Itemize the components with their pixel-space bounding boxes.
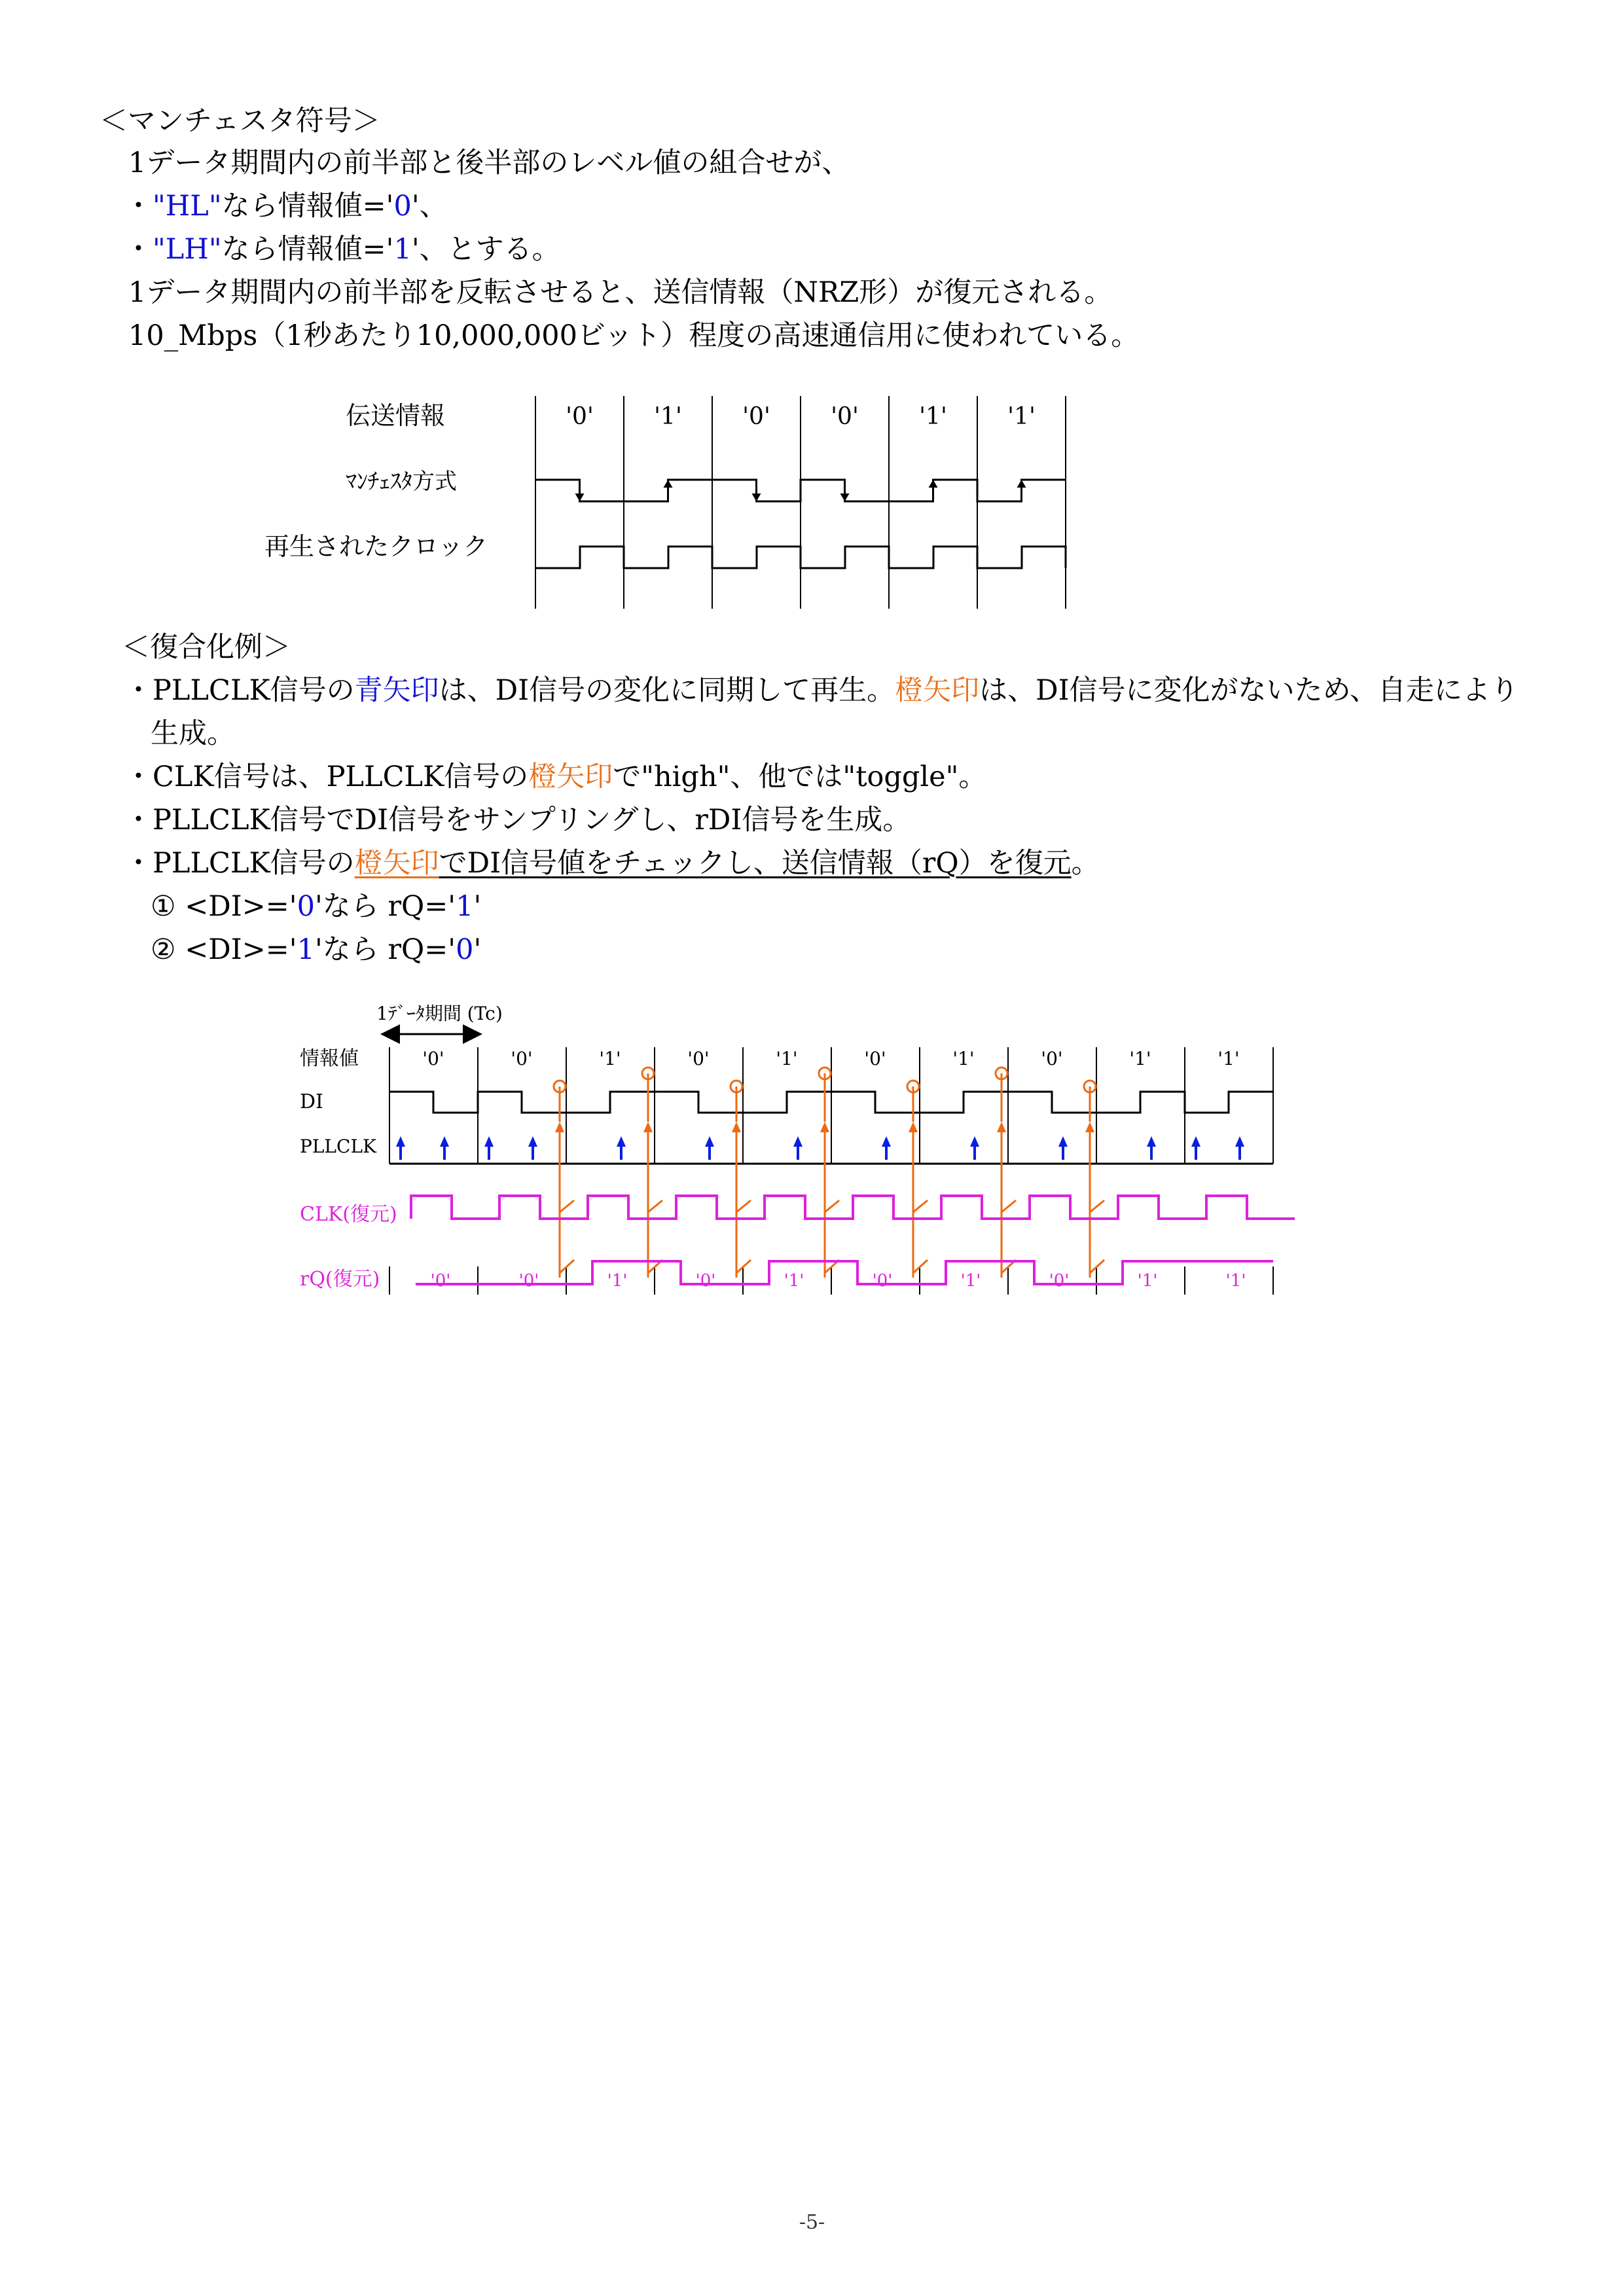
fig2-pll-blue-head <box>396 1136 405 1147</box>
fig2-orange-sample-circle <box>907 1081 919 1092</box>
fig2-pll-blue-head <box>617 1136 626 1147</box>
fig1-bit-label: '0' <box>566 403 594 430</box>
fig2-clk-edge-marker <box>560 1200 574 1212</box>
fig1-transition-arrow <box>752 493 761 501</box>
fig2-rq-edge-marker <box>913 1260 928 1273</box>
fig2-rq-edge-marker <box>1001 1260 1016 1273</box>
fig2-clk-edge-marker <box>913 1200 928 1212</box>
fig2-pll-blue-head <box>793 1136 803 1147</box>
decoding-bullet-2: ・CLK信号は、PLLCLK信号の橙矢印で"high"、他では"toggle"。 <box>124 761 987 793</box>
fig2-pll-blue-head <box>440 1136 449 1147</box>
fig2-rq-bit: '1' <box>1225 1271 1246 1291</box>
fig1-label-clock: 再生されたクロック <box>264 532 488 561</box>
fig2-clk-edge-marker <box>1001 1200 1016 1212</box>
fig2-pllclk-arrows <box>396 1136 1244 1160</box>
fig1-transition-arrow <box>664 480 673 488</box>
decoding-bullet-3: ・PLLCLK信号でDI信号をサンプリングし、rDI信号を生成。 <box>124 804 911 836</box>
manchester-line-5: 10_Mbps（1秒あたり10,000,000ビット）程度の高速通信用に使われている。 <box>128 319 1140 352</box>
fig2-orange-sample-circle <box>554 1081 566 1092</box>
fig2-rq-edge-marker <box>825 1260 839 1273</box>
fig2-rq-bit: '1' <box>784 1271 804 1291</box>
fig1-transition-arrow <box>840 493 850 501</box>
fig2-di-wave <box>389 1092 1273 1113</box>
decoding-heading: ＜復合化例＞ <box>122 631 291 664</box>
fig2-rq-bit: '0' <box>1049 1271 1070 1291</box>
fig2-rq-edge-marker <box>648 1260 662 1273</box>
fig2-orange-arrows <box>554 1067 1104 1278</box>
decoding-case-2: ② <DI>='1'なら rQ='0' <box>151 933 482 966</box>
fig2-clk-wave <box>411 1196 1295 1219</box>
fig2-orange-head <box>820 1122 829 1132</box>
fig2-info-bit: '1' <box>1129 1048 1151 1069</box>
fig2-pll-blue-head <box>1058 1136 1068 1147</box>
fig1-manchester-wave <box>535 480 1066 501</box>
fig2-pll-blue-head <box>484 1136 494 1147</box>
fig2-info-bit: '1' <box>952 1048 975 1069</box>
fig1-waveforms <box>535 480 1066 568</box>
fig2-grid <box>389 1047 1273 1295</box>
decoding-case-1: ① <DI>='0'なら rQ='1' <box>151 890 482 923</box>
fig1-bit-label: '0' <box>831 403 859 430</box>
fig1-transition-arrow <box>1017 480 1026 488</box>
fig1-bit-label: '1' <box>654 403 682 430</box>
fig2-pll-blue-head <box>528 1136 537 1147</box>
fig2-orange-head <box>909 1122 918 1132</box>
fig2-pll-blue-head <box>1235 1136 1244 1147</box>
fig2-label-rq: rQ(復元) <box>300 1268 380 1291</box>
fig2-label-clk: CLK(復元) <box>300 1203 397 1226</box>
fig2-orange-sample-circle <box>819 1067 831 1079</box>
fig2-rq-bit: '1' <box>960 1271 981 1291</box>
fig1-label-info: 伝送情報 <box>346 401 446 430</box>
fig1-bit-label: '0' <box>742 403 770 430</box>
fig2-info-bit: '0' <box>687 1048 710 1069</box>
fig2-period-label: 1ﾃﾞｰﾀ期間 (Tc) <box>376 1003 503 1024</box>
fig2-label-info: 情報値 <box>300 1047 359 1070</box>
fig2-clk-waveform <box>411 1196 1295 1219</box>
fig1-transition-arrow <box>929 480 938 488</box>
fig2-orange-sample-circle <box>642 1067 654 1079</box>
fig2-rq-bit: '1' <box>1137 1271 1158 1291</box>
fig1-label-manchester: ﾏﾝﾁｪｽﾀ方式 <box>346 469 457 495</box>
fig2-info-bit: '0' <box>864 1048 886 1069</box>
fig2-info-bit: '1' <box>599 1048 621 1069</box>
fig1-bit-label: '1' <box>919 403 947 430</box>
fig2-rq-bit: '0' <box>695 1271 716 1291</box>
fig2-pll-blue-head <box>1147 1136 1156 1147</box>
fig1-transition-arrow <box>575 493 585 501</box>
fig2-info-bit: '1' <box>776 1048 798 1069</box>
fig2-orange-sample-circle <box>1084 1081 1096 1092</box>
fig2-rq-edge-marker <box>560 1260 574 1273</box>
manchester-heading: ＜マンチェスタ符号＞ <box>99 105 380 137</box>
fig2-rq-edge-marker <box>736 1260 751 1273</box>
fig2-rq-bit: '1' <box>607 1271 628 1291</box>
fig2-orange-head <box>997 1122 1006 1132</box>
fig2-pll-blue-head <box>1191 1136 1200 1147</box>
fig2-di-waveform <box>389 1092 1273 1113</box>
fig2-orange-head <box>1085 1122 1094 1132</box>
fig2-label-pllclk: PLLCLK <box>300 1136 376 1157</box>
fig1-bit-labels <box>566 403 1036 430</box>
decoding-bullet-1: ・PLLCLK信号の青矢印は、DI信号の変化に同期して再生。橙矢印は、DI信号に変化がないため、自走により <box>124 674 1519 707</box>
fig1-clock-wave <box>535 547 1066 568</box>
fig2-clk-edge-marker <box>736 1200 751 1212</box>
manchester-line-3: ・"LH"なら情報値='1'、とする。 <box>124 233 560 266</box>
fig2-orange-head <box>732 1122 741 1132</box>
fig2-info-bit: '1' <box>1218 1048 1240 1069</box>
fig2-label-di: DI <box>300 1090 323 1113</box>
fig2-pll-blue-head <box>970 1136 979 1147</box>
fig1-grid <box>535 396 1066 609</box>
fig2-rq-edge-marker <box>1090 1260 1104 1273</box>
fig2-orange-head <box>555 1122 564 1132</box>
fig1-bit-label: '1' <box>1007 403 1036 430</box>
fig2-clk-edge-marker <box>1090 1200 1104 1212</box>
fig2-rq-bit: '0' <box>430 1271 451 1291</box>
fig2-orange-sample-circle <box>731 1081 742 1092</box>
fig2-info-bit: '0' <box>422 1048 444 1069</box>
page-number: -5- <box>799 2211 825 2234</box>
fig2-info-bit: '0' <box>1041 1048 1063 1069</box>
fig2-pll-blue-head <box>705 1136 714 1147</box>
fig2-orange-head <box>643 1122 653 1132</box>
fig2-info-bit: '0' <box>511 1048 533 1069</box>
fig2-rq-waveform <box>416 1261 1273 1291</box>
fig2-rq-bit: '0' <box>518 1271 539 1291</box>
fig2-orange-sample-circle <box>996 1067 1007 1079</box>
decoding-bullet-4: ・PLLCLK信号の橙矢印でDI信号値をチェックし、送信情報（rQ）を復元。 <box>124 847 1100 880</box>
fig2-clk-edge-marker <box>825 1200 839 1212</box>
fig2-clk-edge-marker <box>648 1200 662 1212</box>
manchester-line-2: ・"HL"なら情報値='0'、 <box>124 190 448 223</box>
decoding-bullet-1-continued: 生成。 <box>151 717 235 750</box>
manchester-line-1: 1データ期間内の前半部と後半部のレベル値の組合せが、 <box>128 147 850 179</box>
fig2-info-bits <box>422 1048 1239 1069</box>
fig2-rq-wave <box>416 1261 1273 1284</box>
manchester-line-4: 1データ期間内の前半部を反転させると、送信情報（NRZ形）が復元される。 <box>128 276 1113 309</box>
fig2-pll-blue-head <box>882 1136 891 1147</box>
fig2-rq-bit: '0' <box>872 1271 893 1291</box>
